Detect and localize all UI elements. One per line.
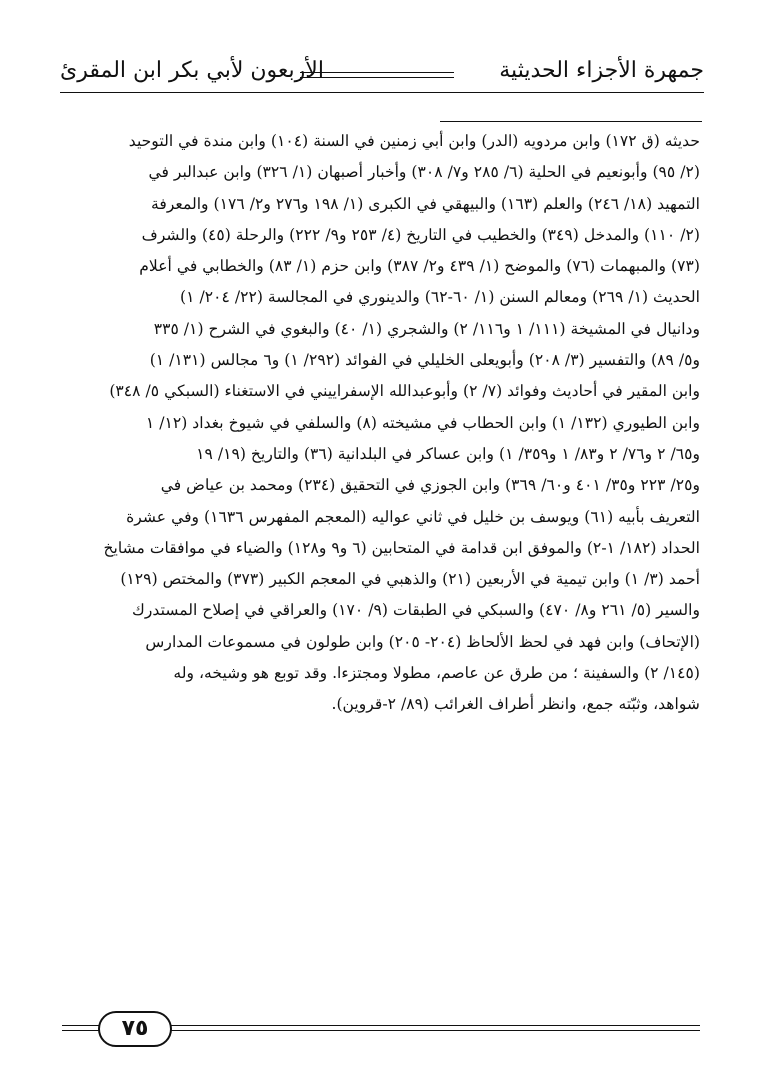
text-line: (٧٣) والمبهمات (٧٦) والموضح (١/ ٤٣٩ و٢/ ٣٨٧) وابن حزم (١/ ٨٣) والخطابي في أعلام bbox=[139, 257, 700, 276]
part-title: الأربعون لأبي بكر ابن المقرئ bbox=[60, 58, 324, 83]
text-line: (الإتحاف) وابن فهد في لحظ الألحاظ (٢٠٤- ٢٠٥) وابن طولون في مسموعات المدارس bbox=[145, 632, 700, 651]
page-number: ٧٥ bbox=[98, 1011, 172, 1047]
text-line: وابن الطيوري (١٣٢/ ١) وابن الحطاب في مشيخته (٨) والسلفي في شيوخ بغداد (١٢/ ١ bbox=[145, 413, 700, 432]
text-line: والسير (٥/ ٢٦١ و٨/ ٤٧٠) والسبكي في الطبقات (٩/ ١٧٠) والعراقي في إصلاح المستدرك bbox=[132, 601, 700, 620]
text-line: (٢/ ٩٥) وأبونعيم في الحلية (٦/ ٢٨٥ و٧/ ٣٠٨) وأخبار أصبهان (١/ ٣٢٦) وابن عبدالبر في bbox=[148, 163, 700, 182]
footnote-text bbox=[66, 126, 700, 721]
text-line: حديثه (ق ١٧٢) وابن مردويه (الدر) وابن أبي زمنين في السنة (١٠٤) وابن مندة في التوحيد bbox=[128, 132, 700, 150]
text-line: و٢٥/ ٢٢٣ و٣٥/ ٤٠١ و٦٠/ ٣٦٩) وابن الجوزي في التحقيق (٢٣٤) ومحمد بن عياض في bbox=[160, 476, 700, 495]
text-line: التمهيد (١٨/ ٢٤٦) والعلم (١٦٣) والبيهقي في الكبرى (١/ ١٩٨ و٢٧٦ و٢/ ١٧٦) والمعرفة bbox=[151, 194, 700, 213]
text-line: الحداد (١٨٢/ ١-٢) والموفق ابن قدامة في المتحابين (٦ و٩ و١٢٨) والضياء في موافقات مشايخ bbox=[103, 538, 700, 557]
text-line: (٢/ ١١٠) والمدخل (٣٤٩) والخطيب في التاريخ (٤/ ٢٥٣ و٩/ ٢٢٢) والرحلة (٤٥) والشرف bbox=[141, 225, 700, 244]
book-title: جمهرة الأجزاء الحديثية bbox=[499, 58, 704, 83]
text-line: و٥/ ٨٩) والتفسير (٣/ ٢٠٨) وأبويعلى الخليلي في الفوائد (٢٩٢/ ١) و٦ مجالس (١٣١/ ١) bbox=[149, 351, 700, 370]
footnote-separator bbox=[440, 121, 702, 122]
running-header bbox=[60, 56, 704, 92]
text-line: أحمد (٣/ ١) وابن تيمية في الأربعين (٢١) والذهبي في المعجم الكبير (٣٧٣) والمختص (١٢٩) bbox=[120, 570, 700, 589]
text-line: و٦٥/ ٢ و٧٦/ ٢ و٨٣/ ١ و٣٥٩/ ١) وابن عساكر في البلدانية (٣٦) والتاريخ (١٩/ ١٩ bbox=[196, 444, 700, 463]
text-line: الحديث (١/ ٢٦٩) ومعالم السنن (١/ ٦٠-٦٢) والدينوري في المجالسة (٢٢/ ٢٠٤/ ١) bbox=[180, 288, 700, 307]
text-line: التعريف بأبيه (٦١) ويوسف بن خليل في ثاني عواليه (المعجم المفهرس ١٦٣٦) وفي عشرة bbox=[126, 507, 700, 526]
text-line: (١٤٥/ ٢) والسفينة ؛ من طرق عن عاصم، مطولا ومجتزءا. وقد توبع هو وشيخه، وله bbox=[173, 664, 700, 683]
page-footer bbox=[62, 1006, 700, 1050]
text-line: شواهد، وثبّته جمع، وانظر أطراف الغرائب (٨٩/ ٢-قروين). bbox=[331, 695, 700, 714]
text-line: ودانيال في المشيخة (١١١/ ١ و١١٦/ ٢) والشجري (١/ ٤٠) والبغوي في الشرح (١/ ٣٣٥ bbox=[153, 319, 700, 338]
header-divider bbox=[60, 92, 704, 93]
text-line: وابن المقير في أحاديث وفوائد (٧/ ٢) وأبوعبدالله الإسفراييني في الاستغناء (السبكي ٥/ ٣٤٨) bbox=[109, 382, 700, 401]
